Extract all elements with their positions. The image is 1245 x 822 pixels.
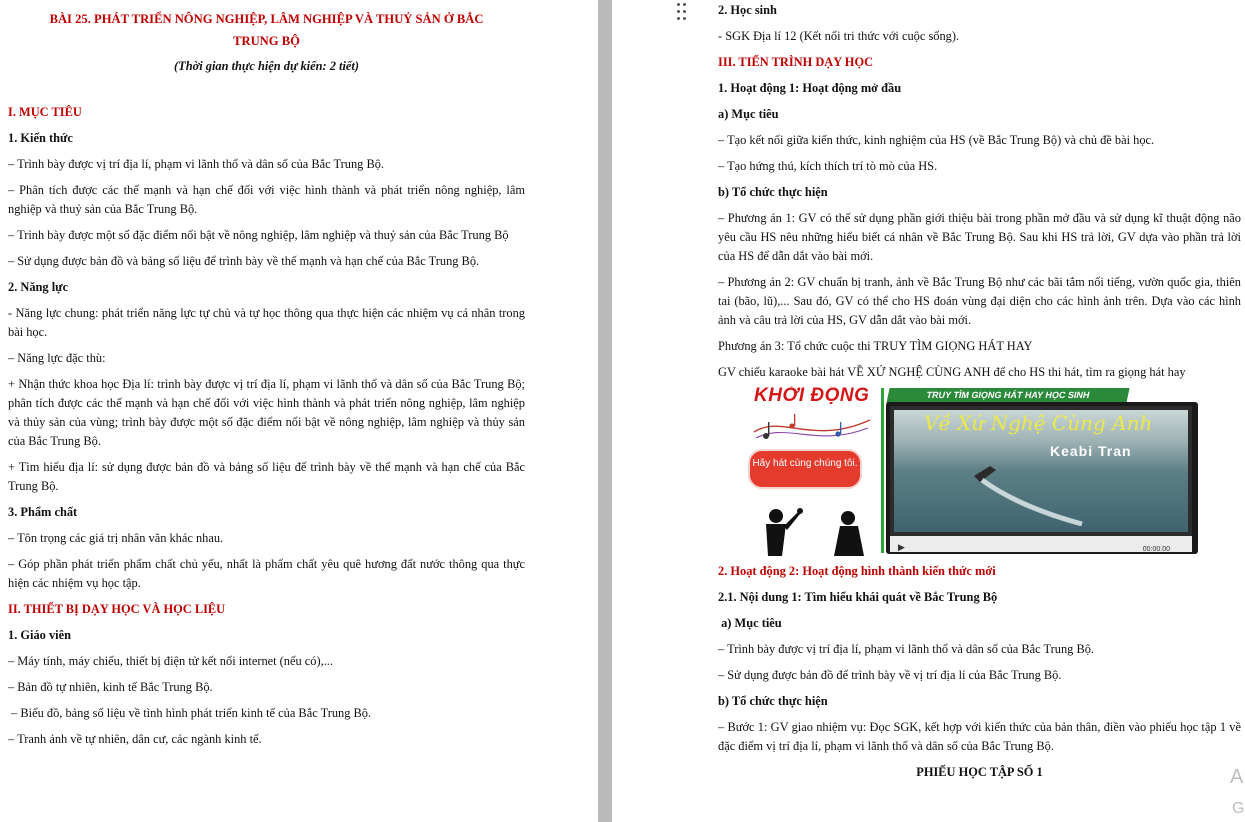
- heading-muc-tieu: I. MỤC TIÊU: [8, 105, 82, 119]
- heading-hoc-sinh: 2. Học sinh: [718, 3, 777, 17]
- muc-tieu-1-item-1: – Tạo kết nối giữa kiến thức, kinh nghiệm của HS (về Bắc Trung Bộ) và chủ đề bài học.: [718, 133, 1155, 147]
- giao-vien-item-4: – Tranh ảnh về tự nhiên, dân cư, các ngành kinh tế.: [8, 732, 262, 746]
- singer-silhouettes-icon: [748, 506, 878, 556]
- pham-chat-item-2: – Góp phần phát triển phẩm chất chủ yếu, nhất là phẩm chất yêu quê hương đất nước thông qua thực hiện các nhiệm vụ học tập.: [8, 557, 525, 590]
- kien-thuc-item-2: – Phân tích được các thế mạnh và hạn chế đối với việc hình thành và phát triển nông nghiệp, lâm nghiệp và thuỷ sản của Bắc Trung Bộ.: [8, 183, 525, 216]
- video-time: 00:00.00: [1142, 546, 1170, 553]
- heading-noi-dung-1: 2.1. Nội dung 1: Tìm hiểu khái quát về Bắc Trung Bộ: [718, 590, 998, 604]
- phieu-hoc-tap-title: PHIẾU HỌC TẬP SỐ 1: [916, 765, 1043, 779]
- heading-thiet-bi: II. THIẾT BỊ DẠY HỌC VÀ HỌC LIỆU: [8, 602, 226, 616]
- heading-to-chuc-2: b) Tổ chức thực hiện: [718, 694, 828, 708]
- heading-giao-vien: 1. Giáo viên: [8, 628, 71, 642]
- giao-vien-item-1: – Máy tính, máy chiếu, thiết bị điện tử kết nối internet (nếu có),...: [8, 654, 334, 668]
- video-screen: [890, 406, 1192, 536]
- video-controls[interactable]: [890, 536, 1192, 552]
- page-right-content: [718, 0, 1241, 782]
- heading-muc-tieu-1: a) Mục tiêu: [718, 107, 779, 121]
- phuong-an-3: Phương án 3: Tổ chức cuộc thi TRUY TÌM GIỌNG HÁT HAY: [718, 339, 1033, 353]
- muc-tieu-2-item-1: – Trình bày được vị trí địa lí, phạm vi lãnh thổ và dân số của Bắc Trung Bộ.: [718, 642, 1095, 656]
- kien-thuc-item-4: – Sử dụng được bản đồ và bảng số liệu để trình bày về thế mạnh và hạn chế của Bắc Trung Bộ.: [8, 254, 480, 268]
- drag-handle-icon[interactable]: [677, 3, 687, 21]
- nang-luc-item-4: + Tìm hiểu địa lí: sử dụng được bản đồ và bảng số liệu để trình bày về thế mạnh và hạn chế của Bắc Trung Bộ.: [8, 460, 525, 493]
- corner-letter-g: G: [1232, 800, 1245, 817]
- document-page-right: [612, 0, 1245, 822]
- nang-luc-item-3: + Nhận thức khoa học Địa lí: trình bày được vị trí địa lí, phạm vi lãnh thổ và dân số của Bắc Trung Bộ; phân tích được các thế mạnh và hạn chế đối với việc hình thành và phát triển nông nghiệp, lâm nghiệp và thủy sản của vùng; trình bày được một số đặc điểm nổi bật về nông nghiệp, lâm nghiệp và thủy sản của Bắc Trung Bộ.: [8, 377, 525, 448]
- giao-vien-item-2: – Bản đồ tự nhiên, kinh tế Bắc Trung Bộ.: [8, 680, 213, 694]
- heading-pham-chat: 3. Phẩm chất: [8, 505, 78, 519]
- phuong-an-3-detail: GV chiếu karaoke bài hát VỀ XỨ NGHỆ CÙNG ANH để cho HS thi hát, tìm ra giọng hát hay: [718, 365, 1186, 379]
- heading-hoat-dong-1: 1. Hoạt động 1: Hoạt động mở đầu: [718, 81, 902, 95]
- karaoke-image: [748, 386, 1236, 556]
- khoi-dong-label: KHỞI ĐỘNG: [754, 386, 870, 406]
- music-notes-icon: [752, 412, 872, 448]
- kien-thuc-item-3: – Trình bày được một số đặc điểm nổi bật về nông nghiệp, lâm nghiệp và thuỷ sản của Bắc Trung Bộ: [8, 228, 509, 242]
- song-artist: Keabi Tran: [1050, 443, 1132, 459]
- phuong-an-2: – Phương án 2: GV chuẩn bị tranh, ảnh về Bắc Trung Bộ như các bãi tắm nổi tiếng, vườn quốc gia, thiên tai (bão, lũ),... Sau đó, GV có thể cho HS đoán vùng đại diện cho các hình ảnh trên. Dựa vào các hình ảnh và câu trả lời của HS, GV dẫn dắt vào bài mới.: [718, 275, 1241, 327]
- heading-to-chuc-1: b) Tổ chức thực hiện: [718, 185, 828, 199]
- heading-tien-trinh: III. TIẾN TRÌNH DẠY HỌC: [718, 55, 874, 69]
- nang-luc-item-1: - Năng lực chung: phát triển năng lực tự chủ và tự học thông qua thực hiện các nhiệm vụ cá nhân trong bài học.: [8, 306, 525, 339]
- heading-kien-thuc: 1. Kiến thức: [8, 131, 73, 145]
- sing-along-bubble: Hãy hát cùng chúng tôi.: [748, 449, 862, 489]
- lesson-title-line2: TRUNG BỘ: [233, 34, 300, 48]
- hoc-sinh-item-1: - SGK Địa lí 12 (Kết nối tri thức với cuộc sống).: [718, 29, 960, 43]
- lesson-duration: (Thời gian thực hiện dự kiến: 2 tiết): [174, 59, 359, 73]
- lesson-title-line1: BÀI 25. PHÁT TRIỂN NÔNG NGHIỆP, LÂM NGHIỆP VÀ THUỶ SẢN Ở BẮC: [49, 12, 484, 26]
- document-page-left: [0, 0, 598, 822]
- nang-luc-item-2: – Năng lực đặc thù:: [8, 351, 106, 365]
- phuong-an-1: – Phương án 1: GV có thể sử dụng phần giới thiệu bài trong phần mở đầu và sử dụng kĩ thuật động não yêu cầu HS nêu những hiểu biết cá nhân về Bắc Trung Bộ. Sau khi HS trả lời, GV dựa vào phần trả lời của HS để dẫn dắt vào bài mới.: [718, 211, 1241, 263]
- pham-chat-item-1: – Tôn trọng các giá trị nhân văn khác nhau.: [8, 531, 224, 545]
- contest-banner: TRUY TÌM GIỌNG HÁT HAY HỌC SINH: [886, 388, 1129, 403]
- muc-tieu-1-item-2: – Tạo hứng thú, kích thích trí tò mò của HS.: [718, 159, 938, 173]
- kien-thuc-item-1: – Trình bày được vị trí địa lí, phạm vi lãnh thổ và dân số của Bắc Trung Bộ.: [8, 157, 385, 171]
- heading-hoat-dong-2: 2. Hoạt động 2: Hoạt động hình thành kiến thức mới: [718, 564, 996, 578]
- heading-muc-tieu-2: a) Mục tiêu: [718, 616, 782, 630]
- song-title-script: Về Xứ Nghệ Cùng Anh: [924, 411, 1153, 435]
- to-chuc-2-item-1: – Bước 1: GV giao nhiệm vụ: Đọc SGK, kết hợp với kiến thức của bản thân, điền vào phiếu học tập 1 về đặc điểm vị trí địa lí, phạm vi lãnh thổ và dân số của Bắc Trung Bộ.: [718, 720, 1241, 753]
- image-divider: [881, 388, 884, 553]
- heading-nang-luc: 2. Năng lực: [8, 280, 69, 294]
- muc-tieu-2-item-2: – Sử dụng được bản đồ để trình bày về vị trí địa lí của Bắc Trung Bộ.: [718, 668, 1062, 682]
- play-icon[interactable]: ▶: [898, 542, 905, 552]
- boat-icon: [964, 456, 1084, 526]
- corner-letter-a: A: [1230, 766, 1244, 788]
- page-left-content: [8, 6, 525, 749]
- giao-vien-item-3: – Biểu đồ, bảng số liệu về tình hình phát triển kinh tế của Bắc Trung Bộ.: [8, 706, 372, 720]
